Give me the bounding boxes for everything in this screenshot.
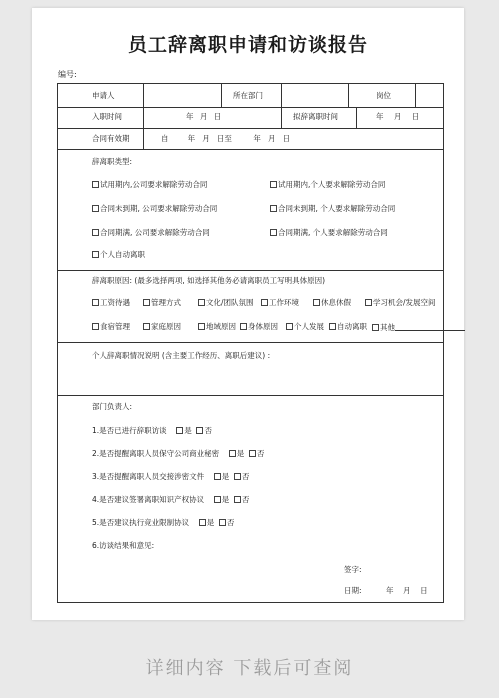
type-option[interactable]: 合同未到期, 个人要求解除劳动合同 <box>270 204 395 214</box>
checkbox[interactable] <box>92 229 99 236</box>
checkbox[interactable] <box>143 299 150 306</box>
checkbox-yes[interactable] <box>214 496 221 503</box>
checkbox[interactable] <box>198 323 205 330</box>
checkbox[interactable] <box>372 324 379 331</box>
reason-option[interactable]: 身体原因 <box>240 322 278 332</box>
planned-leave-value: 年 月 日 <box>376 112 420 121</box>
checkbox-yes[interactable] <box>214 473 221 480</box>
type-option[interactable]: 合同期满, 个人要求解除劳动合同 <box>270 228 388 238</box>
checkbox[interactable] <box>198 299 205 306</box>
other-reason-line[interactable] <box>395 322 465 331</box>
checkbox-yes[interactable] <box>199 519 206 526</box>
checkbox[interactable] <box>313 299 320 306</box>
question-row: 5.是否建议执行竞业限制协议 是 否 <box>92 518 235 527</box>
reason-option[interactable]: 自动离职 <box>329 322 367 332</box>
applicant-label: 申请人 <box>92 91 115 100</box>
type-option[interactable]: 合同未到期, 公司要求解除劳动合同 <box>92 204 217 214</box>
checkbox-yes[interactable] <box>176 427 183 434</box>
checkbox[interactable] <box>270 229 277 236</box>
checkbox[interactable] <box>92 205 99 212</box>
checkbox[interactable] <box>240 323 247 330</box>
checkbox-no[interactable] <box>219 519 226 526</box>
section-divider <box>58 270 443 271</box>
document-title: 员工辞离职申请和访谈报告 <box>127 34 368 56</box>
type-option[interactable]: 合同期满, 公司要求解除劳动合同 <box>92 228 210 238</box>
reason-option[interactable]: 休息休假 <box>313 298 351 308</box>
checkbox[interactable] <box>270 181 277 188</box>
reason-option[interactable]: 家庭原因 <box>143 322 181 332</box>
reason-option[interactable]: 其他 <box>372 322 465 333</box>
signature-label: 签字: <box>344 565 362 574</box>
question-row: 3.是否提醒离职人员交接涉密文件 是 否 <box>92 472 250 481</box>
section-divider <box>58 342 443 343</box>
checkbox[interactable] <box>92 299 99 306</box>
table-divider <box>58 107 443 108</box>
position-label: 岗位 <box>376 91 391 100</box>
table-divider <box>415 84 416 107</box>
interview-result-label: 6.访谈结果和意见: <box>92 541 155 550</box>
checkbox-no[interactable] <box>249 450 256 457</box>
application-form <box>57 83 444 603</box>
reason-option[interactable]: 工资待遇 <box>92 298 130 308</box>
checkbox[interactable] <box>270 205 277 212</box>
table-divider <box>58 149 443 150</box>
table-divider <box>356 107 357 128</box>
reason-option[interactable]: 个人发展 <box>286 322 324 332</box>
date-label: 日期: <box>344 586 362 595</box>
type-option[interactable]: 试用期内,公司要求解除劳动合同 <box>92 180 207 190</box>
personal-heading: 个人辞离职情况说明 (含主要工作经历、离职后建议) : <box>92 351 271 360</box>
checkbox[interactable] <box>92 251 99 258</box>
checkbox-no[interactable] <box>234 473 241 480</box>
type-option[interactable]: 试用期内,个人要求解除劳动合同 <box>270 180 385 190</box>
reason-option[interactable]: 学习机会/发展空间 <box>365 298 436 308</box>
checkbox-no[interactable] <box>196 427 203 434</box>
reason-option[interactable]: 地域原因 <box>198 322 236 332</box>
code-label: 编号: <box>58 70 77 79</box>
manager-heading: 部门负责人: <box>92 402 133 411</box>
checkbox[interactable] <box>286 323 293 330</box>
table-divider <box>348 84 349 107</box>
question-row: 1.是否已进行辞职访谈 是 否 <box>92 426 212 435</box>
table-divider <box>281 84 282 128</box>
reason-option[interactable]: 文化/团队氛围 <box>198 298 254 308</box>
reason-option[interactable]: 工作环境 <box>261 298 299 308</box>
section-divider <box>58 395 443 396</box>
checkbox[interactable] <box>261 299 268 306</box>
type-option[interactable]: 个人自动离职 <box>92 250 145 260</box>
checkbox[interactable] <box>329 323 336 330</box>
checkbox[interactable] <box>143 323 150 330</box>
table-divider <box>143 84 144 149</box>
table-divider <box>221 84 222 107</box>
checkbox[interactable] <box>92 181 99 188</box>
contract-label: 合同有效期 <box>92 134 130 143</box>
department-label: 所在部门 <box>233 91 263 100</box>
checkbox[interactable] <box>365 299 372 306</box>
checkbox-yes[interactable] <box>229 450 236 457</box>
checkbox-no[interactable] <box>234 496 241 503</box>
contract-value: 自 年 月 日至 年 月 日 <box>161 134 291 143</box>
reason-option[interactable]: 管理方式 <box>143 298 181 308</box>
checkbox[interactable] <box>92 323 99 330</box>
entry-date-label: 入职时间 <box>92 112 122 121</box>
table-divider <box>58 128 443 129</box>
document-page <box>32 8 464 620</box>
entry-date-value: 年 月 日 <box>186 112 222 121</box>
reason-heading: 辞离职原因: (最多选择两项, 如选择其他务必请离职员工写明具体原因) <box>92 276 326 285</box>
type-heading: 辞离职类型: <box>92 157 133 166</box>
question-row: 4.是否建议签署离职知识产权协议 是 否 <box>92 495 250 504</box>
question-row: 2.是否提醒离职人员保守公司商业秘密 是 否 <box>92 449 265 458</box>
download-hint: 详细内容 下载后可查阅 <box>145 658 354 679</box>
planned-leave-label: 拟辞离职时间 <box>293 112 338 121</box>
reason-option[interactable]: 食宿管理 <box>92 322 130 332</box>
date-value: 年 月 日 <box>386 586 428 595</box>
